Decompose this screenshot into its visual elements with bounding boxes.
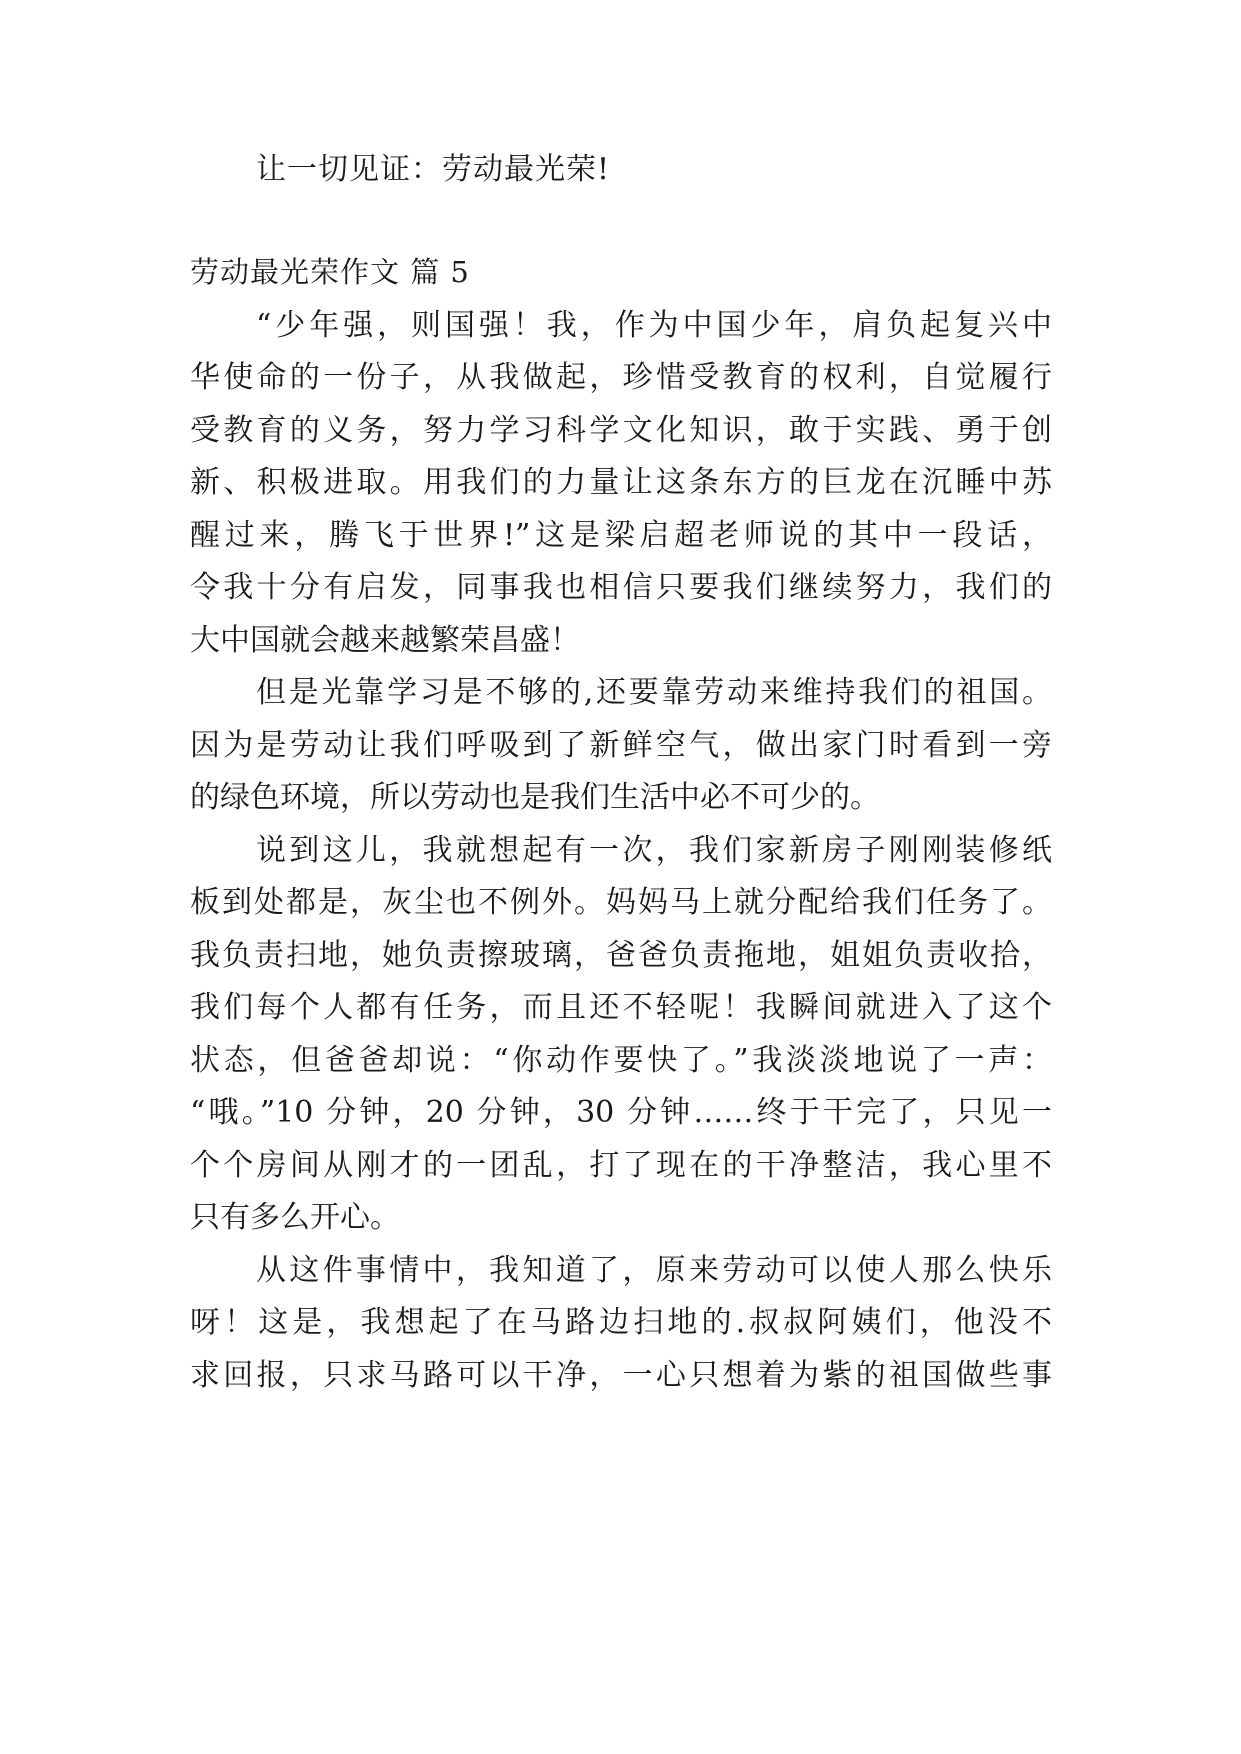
closing-line: 让一切见证：劳动最光荣! <box>256 152 611 187</box>
paragraph-line: 从这件事情中，我知道了，原来劳动可以使人那么快乐 <box>256 1253 1052 1288</box>
paragraph-line: 醒过来，腾飞于世界!”这是梁启超老师说的其中一段话， <box>190 518 1052 553</box>
paragraph-line: “少年强，则国强！我，作为中国少年，肩负起复兴中 <box>256 308 1052 343</box>
paragraph-line: 因为是劳动让我们呼吸到了新鲜空气，做出家门时看到一旁 <box>190 728 1052 763</box>
paragraph-line: 新、积极进取。用我们的力量让这条东方的巨龙在沉睡中苏 <box>190 465 1052 500</box>
paragraph-line: 呀！这是，我想起了在马路边扫地的.叔叔阿姨们，他没不 <box>190 1305 1052 1340</box>
paragraph-line: 板到处都是，灰尘也不例外。妈妈马上就分配给我们任务了。 <box>190 885 1052 920</box>
paragraph-line: 说到这儿，我就想起有一次，我们家新房子刚刚装修纸 <box>256 833 1052 868</box>
paragraph-line: 求回报，只求马路可以干净，一心只想着为紫的祖国做些事 <box>190 1358 1052 1393</box>
paragraph-line: 我们每个人都有任务，而且还不轻呢！我瞬间就进入了这个 <box>190 990 1052 1025</box>
paragraph-line: 的绿色环境，所以劳动也是我们生活中必不可少的。 <box>190 780 880 815</box>
paragraph-line: 令我十分有启发，同事我也相信只要我们继续努力，我们的 <box>190 570 1052 605</box>
paragraph-line: 我负责扫地，她负责擦玻璃，爸爸负责拖地，姐姐负责收拾， <box>190 938 1052 973</box>
paragraph-line: 华使命的一份子，从我做起，珍惜受教育的权利，自觉履行 <box>190 360 1052 395</box>
section-title: 劳动最光荣作文 篇 5 <box>190 255 470 289</box>
paragraph-line: 受教育的义务，努力学习科学文化知识，敢于实践、勇于创 <box>190 413 1052 448</box>
paragraph-line: 大中国就会越来越繁荣昌盛！ <box>190 623 580 658</box>
paragraph-line: 状态，但爸爸却说：“你动作要快了。”我淡淡地说了一声： <box>190 1043 1052 1078</box>
paragraph-line: 只有多么开心。 <box>190 1200 400 1235</box>
paragraph-line: 个个房间从刚才的一团乱，打了现在的干净整洁，我心里不 <box>190 1148 1052 1183</box>
paragraph-line: 但是光靠学习是不够的,还要靠劳动来维持我们的祖国。 <box>256 675 1052 710</box>
paragraph-line: “哦。”10 分钟，20 分钟，30 分钟……终于干完了，只见一 <box>190 1095 1052 1130</box>
